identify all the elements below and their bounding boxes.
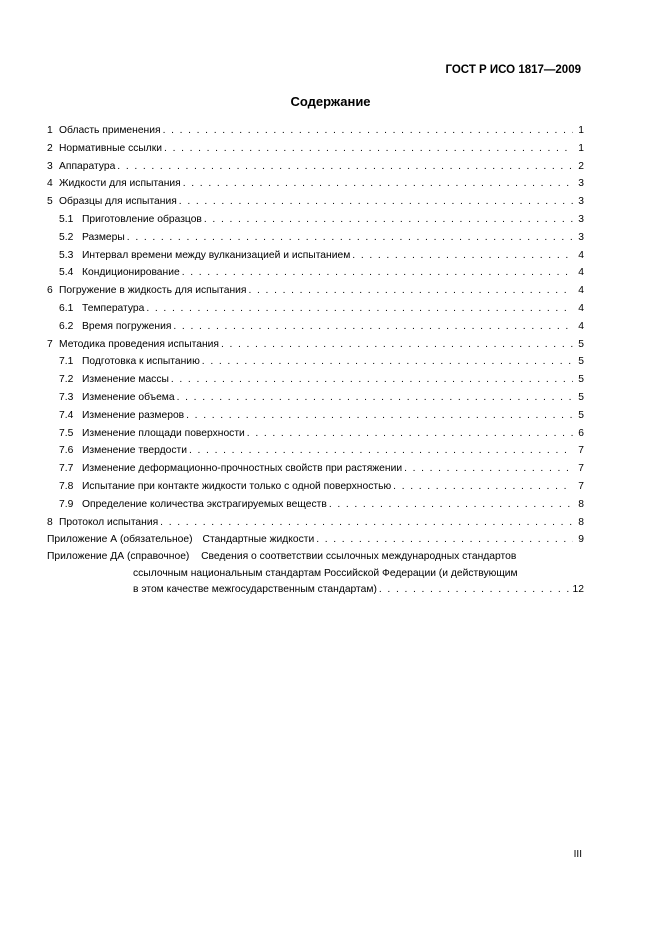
section-number: 7.8 (59, 480, 74, 492)
section-title: Изменение твердости (82, 445, 188, 457)
section-number: 7.3 (59, 391, 74, 403)
toc-entry[interactable] (47, 460, 584, 478)
section-number: 6.2 (59, 320, 74, 332)
section-title: Время погружения (82, 320, 172, 332)
annex-label: Приложение ДА (справочное) (47, 551, 190, 563)
section-title: Образцы для испытания (59, 196, 177, 208)
dot-leader (146, 300, 573, 318)
dot-leader (393, 478, 573, 496)
toc-entry-annex-da[interactable] (47, 549, 584, 599)
page-number: 5 (578, 338, 584, 350)
dot-leader (189, 442, 573, 460)
dot-leader (249, 282, 574, 300)
toc-entry[interactable] (47, 514, 584, 532)
page-number: 4 (578, 285, 584, 297)
annex-title-line-3: в этом качестве межгосударственным стандартам) (133, 584, 377, 596)
section-number: 6 (47, 285, 53, 297)
dot-leader (117, 158, 573, 176)
toc-entry[interactable] (47, 175, 584, 193)
section-title: Определение количества экстрагируемых веществ (82, 498, 327, 510)
page-number: 7 (578, 463, 584, 475)
dot-leader (352, 247, 573, 265)
dot-leader (163, 122, 573, 140)
page-title: Содержание (290, 94, 371, 109)
section-number: 7.7 (59, 463, 74, 475)
section-number: 7.6 (59, 445, 74, 457)
toc-entry[interactable] (47, 193, 584, 211)
page-number: 4 (578, 320, 584, 332)
page-number: 12 (572, 584, 584, 596)
toc-entry[interactable] (47, 389, 584, 407)
toc-entry[interactable] (47, 371, 584, 389)
toc-entry[interactable] (47, 407, 584, 425)
section-number: 4 (47, 178, 53, 190)
section-number: 7.9 (59, 498, 74, 510)
dot-leader (316, 531, 573, 549)
annex-title-line-2: ссылочным национальным стандартам Российской Федерации (и действующим (133, 567, 518, 579)
page-number: 7 (578, 480, 584, 492)
section-number: 7.1 (59, 356, 74, 368)
dot-leader (179, 193, 573, 211)
section-title: Подготовка к испытанию (82, 356, 200, 368)
toc-entry[interactable] (47, 496, 584, 514)
toc-entry[interactable] (47, 318, 584, 336)
section-number: 5.4 (59, 267, 74, 279)
section-title: Изменение площади поверхности (82, 427, 245, 439)
page-number: 8 (578, 498, 584, 510)
dot-leader (173, 318, 573, 336)
section-title: Приготовление образцов (82, 213, 202, 225)
page-number: 5 (578, 409, 584, 421)
toc-entry-annex-a[interactable] (47, 531, 584, 549)
page-number: 3 (578, 231, 584, 243)
dot-leader (404, 460, 573, 478)
section-title: Методика проведения испытания (59, 338, 219, 350)
toc-entry[interactable] (47, 247, 584, 265)
section-title: Аппаратура (59, 160, 116, 172)
toc-entry[interactable] (47, 158, 584, 176)
dot-leader (177, 389, 573, 407)
section-number: 7.2 (59, 374, 74, 386)
page-number: 3 (578, 196, 584, 208)
section-number: 3 (47, 160, 53, 172)
page-number: 9 (578, 534, 584, 546)
section-title: Протокол испытания (59, 516, 159, 528)
section-title: Погружение в жидкость для испытания (59, 285, 247, 297)
section-title: Область применения (59, 125, 161, 136)
page-number: 6 (578, 427, 584, 439)
dot-leader (171, 371, 573, 389)
section-number: 2 (47, 142, 53, 154)
section-title: Нормативные ссылки (59, 142, 163, 154)
toc-entry[interactable] (47, 425, 584, 443)
section-number: 6.1 (59, 302, 74, 314)
dot-leader (182, 264, 573, 282)
dot-leader (160, 514, 573, 532)
toc-entry[interactable] (47, 211, 584, 229)
dot-leader (204, 211, 573, 229)
section-title: Интервал времени между вулканизацией и испытанием (82, 249, 351, 261)
page-folio: III (573, 849, 582, 860)
section-number: 8 (47, 516, 53, 528)
section-number: 7 (47, 338, 53, 350)
page-number: 8 (578, 516, 584, 528)
page-number: 5 (578, 356, 584, 368)
page-number: 7 (578, 445, 584, 457)
page-number: 2 (578, 160, 584, 172)
page-number: 4 (578, 302, 584, 314)
toc-entry[interactable] (47, 478, 584, 496)
annex-label: Приложение А (обязательное) (47, 534, 193, 546)
document-id: ГОСТ Р ИСО 1817—2009 (445, 64, 581, 76)
annex-title-line-1: Сведения о соответствии ссылочных международных стандартов (201, 551, 517, 563)
annex-title: Стандартные жидкости (202, 534, 315, 546)
section-title: Кондиционирование (82, 267, 180, 279)
section-title: Размеры (82, 231, 125, 243)
dot-leader (183, 175, 573, 193)
toc-entry[interactable] (47, 282, 584, 300)
section-number: 5.1 (59, 213, 74, 225)
toc-entry[interactable] (47, 122, 584, 140)
section-title: Изменение массы (82, 374, 169, 386)
dot-leader (186, 407, 573, 425)
toc-entry[interactable] (47, 300, 584, 318)
section-number: 5.3 (59, 249, 74, 261)
dot-leader (221, 336, 573, 354)
section-title: Жидкости для испытания (59, 178, 181, 190)
section-number: 7.4 (59, 409, 74, 421)
dot-leader (127, 229, 573, 247)
toc-entry[interactable] (47, 336, 584, 354)
dot-leader (329, 496, 573, 514)
section-title: Изменение размеров (82, 409, 185, 421)
section-title: Испытание при контакте жидкости только с одной поверхностью (82, 480, 392, 492)
page-number: 5 (578, 391, 584, 403)
toc-entry[interactable] (47, 140, 584, 158)
section-number: 5 (47, 196, 53, 208)
dot-leader (379, 582, 570, 599)
page-number: 1 (578, 125, 584, 136)
dot-leader (247, 425, 573, 443)
table-of-contents (47, 122, 584, 599)
section-title: Изменение деформационно-прочностных свойств при растяжении (82, 463, 403, 475)
page-number: 5 (578, 374, 584, 386)
page-number: 4 (578, 267, 584, 279)
page-number: 3 (578, 178, 584, 190)
toc-entry[interactable] (47, 353, 584, 371)
toc-entry[interactable] (47, 442, 584, 460)
dot-leader (202, 353, 573, 371)
section-number: 5.2 (59, 231, 74, 243)
section-title: Изменение объема (82, 391, 175, 403)
page-number: 4 (578, 249, 584, 261)
section-number: 1 (47, 125, 53, 136)
toc-entry[interactable] (47, 229, 584, 247)
page-number: 1 (578, 142, 584, 154)
dot-leader (164, 140, 573, 158)
section-number: 7.5 (59, 427, 74, 439)
page-number: 3 (578, 213, 584, 225)
section-title: Температура (82, 302, 145, 314)
toc-entry[interactable] (47, 264, 584, 282)
